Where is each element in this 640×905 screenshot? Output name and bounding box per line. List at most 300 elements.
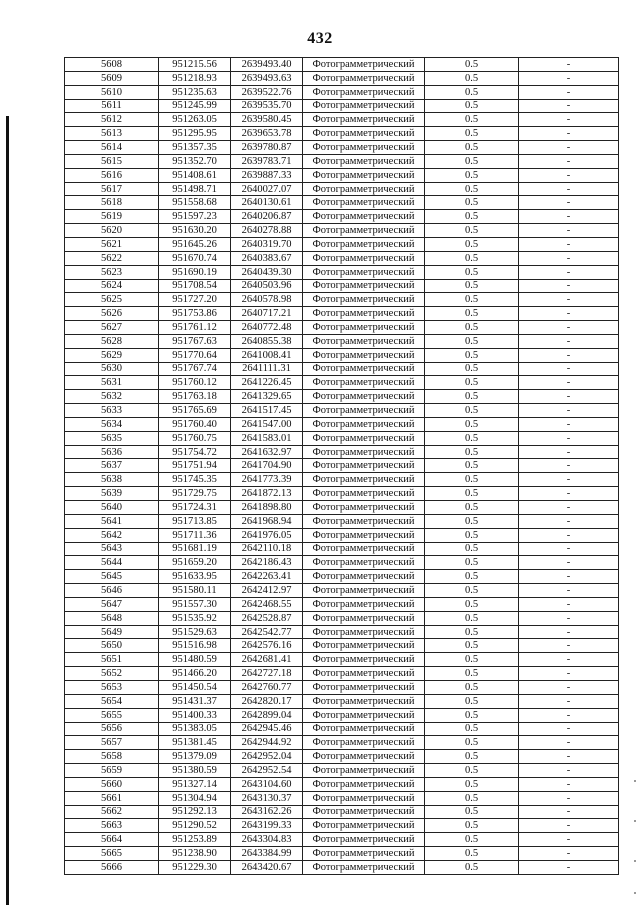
- point-number-cell: 5650: [65, 639, 159, 653]
- point-number-cell: 5623: [65, 265, 159, 279]
- accuracy-cell: 0.5: [425, 805, 519, 819]
- note-cell: -: [519, 210, 619, 224]
- table-row: [65, 376, 619, 390]
- point-number-cell: 5621: [65, 237, 159, 251]
- accuracy-cell: 0.5: [425, 307, 519, 321]
- x-coordinate-cell: 951218.93: [159, 71, 231, 85]
- accuracy-cell: 0.5: [425, 404, 519, 418]
- method-cell: Фотограмметрический: [303, 847, 425, 861]
- note-cell: -: [519, 777, 619, 791]
- note-cell: -: [519, 417, 619, 431]
- method-cell: Фотограмметрический: [303, 584, 425, 598]
- point-number-cell: 5632: [65, 390, 159, 404]
- point-number-cell: 5653: [65, 680, 159, 694]
- accuracy-cell: 0.5: [425, 390, 519, 404]
- point-number-cell: 5611: [65, 99, 159, 113]
- point-number-cell: 5645: [65, 570, 159, 584]
- point-number-cell: 5665: [65, 847, 159, 861]
- y-coordinate-cell: 2641111.31: [231, 362, 303, 376]
- note-cell: -: [519, 99, 619, 113]
- margin-line: [6, 116, 9, 905]
- note-cell: -: [519, 750, 619, 764]
- note-cell: -: [519, 694, 619, 708]
- y-coordinate-cell: 2639887.33: [231, 168, 303, 182]
- y-coordinate-cell: 2640578.98: [231, 293, 303, 307]
- point-number-cell: 5629: [65, 348, 159, 362]
- accuracy-cell: 0.5: [425, 487, 519, 501]
- table-row: [65, 196, 619, 210]
- method-cell: Фотограмметрический: [303, 307, 425, 321]
- accuracy-cell: 0.5: [425, 237, 519, 251]
- accuracy-cell: 0.5: [425, 860, 519, 874]
- note-cell: -: [519, 570, 619, 584]
- method-cell: Фотограмметрический: [303, 293, 425, 307]
- table-row: [65, 487, 619, 501]
- note-cell: -: [519, 653, 619, 667]
- table-row: [65, 708, 619, 722]
- x-coordinate-cell: 951466.20: [159, 667, 231, 681]
- note-cell: -: [519, 348, 619, 362]
- y-coordinate-cell: 2642944.92: [231, 736, 303, 750]
- accuracy-cell: 0.5: [425, 431, 519, 445]
- y-coordinate-cell: 2640206.87: [231, 210, 303, 224]
- point-number-cell: 5633: [65, 404, 159, 418]
- method-cell: Фотограмметрический: [303, 224, 425, 238]
- table-row: [65, 459, 619, 473]
- note-cell: -: [519, 321, 619, 335]
- note-cell: -: [519, 404, 619, 418]
- y-coordinate-cell: 2641704.90: [231, 459, 303, 473]
- method-cell: Фотограмметрический: [303, 376, 425, 390]
- point-number-cell: 5663: [65, 819, 159, 833]
- table-row: [65, 611, 619, 625]
- point-number-cell: 5654: [65, 694, 159, 708]
- accuracy-cell: 0.5: [425, 293, 519, 307]
- note-cell: -: [519, 445, 619, 459]
- accuracy-cell: 0.5: [425, 667, 519, 681]
- y-coordinate-cell: 2643420.67: [231, 860, 303, 874]
- accuracy-cell: 0.5: [425, 58, 519, 72]
- y-coordinate-cell: 2642263.41: [231, 570, 303, 584]
- method-cell: Фотограмметрический: [303, 639, 425, 653]
- point-number-cell: 5636: [65, 445, 159, 459]
- x-coordinate-cell: 951245.99: [159, 99, 231, 113]
- x-coordinate-cell: 951713.85: [159, 514, 231, 528]
- method-cell: Фотограмметрический: [303, 251, 425, 265]
- coordinates-table: [64, 57, 619, 875]
- y-coordinate-cell: 2642760.77: [231, 680, 303, 694]
- point-number-cell: 5648: [65, 611, 159, 625]
- method-cell: Фотограмметрический: [303, 404, 425, 418]
- y-coordinate-cell: 2641872.13: [231, 487, 303, 501]
- method-cell: Фотограмметрический: [303, 362, 425, 376]
- x-coordinate-cell: 951229.30: [159, 860, 231, 874]
- x-coordinate-cell: 951400.33: [159, 708, 231, 722]
- table-row: [65, 168, 619, 182]
- page-number: 432: [307, 30, 333, 47]
- y-coordinate-cell: 2640503.96: [231, 279, 303, 293]
- point-number-cell: 5646: [65, 584, 159, 598]
- x-coordinate-cell: 951754.72: [159, 445, 231, 459]
- accuracy-cell: 0.5: [425, 639, 519, 653]
- y-coordinate-cell: 2643199.33: [231, 819, 303, 833]
- x-coordinate-cell: 951557.30: [159, 597, 231, 611]
- y-coordinate-cell: 2642528.87: [231, 611, 303, 625]
- point-number-cell: 5634: [65, 417, 159, 431]
- method-cell: Фотограмметрический: [303, 722, 425, 736]
- x-coordinate-cell: 951290.52: [159, 819, 231, 833]
- accuracy-cell: 0.5: [425, 85, 519, 99]
- note-cell: -: [519, 542, 619, 556]
- y-coordinate-cell: 2641976.05: [231, 528, 303, 542]
- x-coordinate-cell: 951238.90: [159, 847, 231, 861]
- note-cell: -: [519, 390, 619, 404]
- table-row: [65, 182, 619, 196]
- method-cell: Фотограмметрический: [303, 860, 425, 874]
- table-row: [65, 293, 619, 307]
- accuracy-cell: 0.5: [425, 514, 519, 528]
- x-coordinate-cell: 951480.59: [159, 653, 231, 667]
- x-coordinate-cell: 951767.63: [159, 334, 231, 348]
- table-row: [65, 819, 619, 833]
- accuracy-cell: 0.5: [425, 680, 519, 694]
- note-cell: -: [519, 501, 619, 515]
- note-cell: -: [519, 334, 619, 348]
- point-number-cell: 5617: [65, 182, 159, 196]
- accuracy-cell: 0.5: [425, 362, 519, 376]
- y-coordinate-cell: 2642186.43: [231, 556, 303, 570]
- x-coordinate-cell: 951357.35: [159, 141, 231, 155]
- accuracy-cell: 0.5: [425, 736, 519, 750]
- point-number-cell: 5618: [65, 196, 159, 210]
- point-number-cell: 5613: [65, 127, 159, 141]
- table-row: [65, 279, 619, 293]
- method-cell: Фотограмметрический: [303, 390, 425, 404]
- table-row: [65, 265, 619, 279]
- accuracy-cell: 0.5: [425, 251, 519, 265]
- x-coordinate-cell: 951529.63: [159, 625, 231, 639]
- note-cell: -: [519, 251, 619, 265]
- coordinates-table-body: [65, 58, 619, 875]
- table-row: [65, 473, 619, 487]
- y-coordinate-cell: 2641226.45: [231, 376, 303, 390]
- note-cell: -: [519, 556, 619, 570]
- note-cell: -: [519, 708, 619, 722]
- point-number-cell: 5651: [65, 653, 159, 667]
- accuracy-cell: 0.5: [425, 154, 519, 168]
- y-coordinate-cell: 2640130.61: [231, 196, 303, 210]
- note-cell: -: [519, 113, 619, 127]
- accuracy-cell: 0.5: [425, 321, 519, 335]
- y-coordinate-cell: 2639780.87: [231, 141, 303, 155]
- table-row: [65, 85, 619, 99]
- method-cell: Фотограмметрический: [303, 708, 425, 722]
- y-coordinate-cell: 2641583.01: [231, 431, 303, 445]
- method-cell: Фотограмметрический: [303, 833, 425, 847]
- note-cell: -: [519, 860, 619, 874]
- table-row: [65, 847, 619, 861]
- x-coordinate-cell: 951729.75: [159, 487, 231, 501]
- point-number-cell: 5652: [65, 667, 159, 681]
- note-cell: -: [519, 376, 619, 390]
- note-cell: -: [519, 625, 619, 639]
- accuracy-cell: 0.5: [425, 542, 519, 556]
- table-row: [65, 154, 619, 168]
- x-coordinate-cell: 951450.54: [159, 680, 231, 694]
- y-coordinate-cell: 2643130.37: [231, 791, 303, 805]
- x-coordinate-cell: 951431.37: [159, 694, 231, 708]
- note-cell: -: [519, 307, 619, 321]
- method-cell: Фотограмметрический: [303, 570, 425, 584]
- point-number-cell: 5655: [65, 708, 159, 722]
- x-coordinate-cell: 951516.98: [159, 639, 231, 653]
- point-number-cell: 5627: [65, 321, 159, 335]
- note-cell: -: [519, 833, 619, 847]
- point-number-cell: 5619: [65, 210, 159, 224]
- method-cell: Фотограмметрический: [303, 736, 425, 750]
- table-row: [65, 556, 619, 570]
- point-number-cell: 5656: [65, 722, 159, 736]
- accuracy-cell: 0.5: [425, 224, 519, 238]
- note-cell: -: [519, 279, 619, 293]
- accuracy-cell: 0.5: [425, 625, 519, 639]
- y-coordinate-cell: 2643104.60: [231, 777, 303, 791]
- y-coordinate-cell: 2640319.70: [231, 237, 303, 251]
- y-coordinate-cell: 2642468.55: [231, 597, 303, 611]
- accuracy-cell: 0.5: [425, 265, 519, 279]
- note-cell: -: [519, 528, 619, 542]
- table-row: [65, 417, 619, 431]
- note-cell: -: [519, 168, 619, 182]
- y-coordinate-cell: 2642952.54: [231, 764, 303, 778]
- x-coordinate-cell: 951767.74: [159, 362, 231, 376]
- y-coordinate-cell: 2639493.63: [231, 71, 303, 85]
- x-coordinate-cell: 951295.95: [159, 127, 231, 141]
- x-coordinate-cell: 951763.18: [159, 390, 231, 404]
- note-cell: -: [519, 71, 619, 85]
- accuracy-cell: 0.5: [425, 501, 519, 515]
- note-cell: -: [519, 154, 619, 168]
- note-cell: -: [519, 487, 619, 501]
- method-cell: Фотограмметрический: [303, 805, 425, 819]
- note-cell: -: [519, 847, 619, 861]
- accuracy-cell: 0.5: [425, 584, 519, 598]
- y-coordinate-cell: 2642945.46: [231, 722, 303, 736]
- note-cell: -: [519, 680, 619, 694]
- table-row: [65, 625, 619, 639]
- x-coordinate-cell: 951761.12: [159, 321, 231, 335]
- accuracy-cell: 0.5: [425, 445, 519, 459]
- note-cell: -: [519, 611, 619, 625]
- point-number-cell: 5610: [65, 85, 159, 99]
- point-number-cell: 5658: [65, 750, 159, 764]
- y-coordinate-cell: 2640278.88: [231, 224, 303, 238]
- accuracy-cell: 0.5: [425, 722, 519, 736]
- accuracy-cell: 0.5: [425, 528, 519, 542]
- table-row: [65, 777, 619, 791]
- x-coordinate-cell: 951381.45: [159, 736, 231, 750]
- table-row: [65, 334, 619, 348]
- note-cell: -: [519, 639, 619, 653]
- x-coordinate-cell: 951580.11: [159, 584, 231, 598]
- y-coordinate-cell: 2639580.45: [231, 113, 303, 127]
- table-row: [65, 307, 619, 321]
- table-row: [65, 362, 619, 376]
- x-coordinate-cell: 951711.36: [159, 528, 231, 542]
- y-coordinate-cell: 2641329.65: [231, 390, 303, 404]
- note-cell: -: [519, 473, 619, 487]
- accuracy-cell: 0.5: [425, 570, 519, 584]
- y-coordinate-cell: 2640027.07: [231, 182, 303, 196]
- method-cell: Фотограмметрический: [303, 182, 425, 196]
- method-cell: Фотограмметрический: [303, 542, 425, 556]
- table-row: [65, 791, 619, 805]
- x-coordinate-cell: 951724.31: [159, 501, 231, 515]
- table-row: [65, 528, 619, 542]
- point-number-cell: 5615: [65, 154, 159, 168]
- note-cell: -: [519, 597, 619, 611]
- note-cell: -: [519, 237, 619, 251]
- accuracy-cell: 0.5: [425, 611, 519, 625]
- y-coordinate-cell: 2639783.71: [231, 154, 303, 168]
- table-row: [65, 805, 619, 819]
- note-cell: -: [519, 85, 619, 99]
- accuracy-cell: 0.5: [425, 182, 519, 196]
- note-cell: -: [519, 182, 619, 196]
- y-coordinate-cell: 2642681.41: [231, 653, 303, 667]
- table-row: [65, 141, 619, 155]
- note-cell: -: [519, 431, 619, 445]
- x-coordinate-cell: 951380.59: [159, 764, 231, 778]
- point-number-cell: 5616: [65, 168, 159, 182]
- y-coordinate-cell: 2640717.21: [231, 307, 303, 321]
- accuracy-cell: 0.5: [425, 127, 519, 141]
- table-row: [65, 514, 619, 528]
- x-coordinate-cell: 951633.95: [159, 570, 231, 584]
- method-cell: Фотограмметрический: [303, 514, 425, 528]
- table-row: [65, 210, 619, 224]
- note-cell: -: [519, 293, 619, 307]
- accuracy-cell: 0.5: [425, 556, 519, 570]
- note-cell: -: [519, 722, 619, 736]
- point-number-cell: 5649: [65, 625, 159, 639]
- y-coordinate-cell: 2641968.94: [231, 514, 303, 528]
- accuracy-cell: 0.5: [425, 459, 519, 473]
- table-row: [65, 113, 619, 127]
- x-coordinate-cell: 951681.19: [159, 542, 231, 556]
- x-coordinate-cell: 951670.74: [159, 251, 231, 265]
- accuracy-cell: 0.5: [425, 791, 519, 805]
- y-coordinate-cell: 2642110.18: [231, 542, 303, 556]
- point-number-cell: 5635: [65, 431, 159, 445]
- y-coordinate-cell: 2641898.80: [231, 501, 303, 515]
- method-cell: Фотограмметрический: [303, 819, 425, 833]
- method-cell: Фотограмметрический: [303, 99, 425, 113]
- table-row: [65, 736, 619, 750]
- x-coordinate-cell: 951765.69: [159, 404, 231, 418]
- note-cell: -: [519, 127, 619, 141]
- x-coordinate-cell: 951690.19: [159, 265, 231, 279]
- table-row: [65, 833, 619, 847]
- accuracy-cell: 0.5: [425, 473, 519, 487]
- x-coordinate-cell: 951498.71: [159, 182, 231, 196]
- accuracy-cell: 0.5: [425, 694, 519, 708]
- table-row: [65, 390, 619, 404]
- method-cell: Фотограмметрический: [303, 348, 425, 362]
- method-cell: Фотограмметрический: [303, 501, 425, 515]
- y-coordinate-cell: 2642952.04: [231, 750, 303, 764]
- note-cell: -: [519, 805, 619, 819]
- accuracy-cell: 0.5: [425, 777, 519, 791]
- point-number-cell: 5622: [65, 251, 159, 265]
- accuracy-cell: 0.5: [425, 819, 519, 833]
- y-coordinate-cell: 2639493.40: [231, 58, 303, 72]
- method-cell: Фотограмметрический: [303, 667, 425, 681]
- x-coordinate-cell: 951235.63: [159, 85, 231, 99]
- x-coordinate-cell: 951379.09: [159, 750, 231, 764]
- accuracy-cell: 0.5: [425, 376, 519, 390]
- point-number-cell: 5638: [65, 473, 159, 487]
- y-coordinate-cell: 2643304.83: [231, 833, 303, 847]
- x-coordinate-cell: 951745.35: [159, 473, 231, 487]
- y-coordinate-cell: 2643384.99: [231, 847, 303, 861]
- method-cell: Фотограмметрический: [303, 459, 425, 473]
- method-cell: Фотограмметрический: [303, 764, 425, 778]
- x-coordinate-cell: 951708.54: [159, 279, 231, 293]
- note-cell: -: [519, 584, 619, 598]
- y-coordinate-cell: 2639522.76: [231, 85, 303, 99]
- method-cell: Фотограмметрический: [303, 611, 425, 625]
- method-cell: Фотограмметрический: [303, 431, 425, 445]
- method-cell: Фотограмметрический: [303, 445, 425, 459]
- note-cell: -: [519, 791, 619, 805]
- accuracy-cell: 0.5: [425, 71, 519, 85]
- table-row: [65, 445, 619, 459]
- x-coordinate-cell: 951304.94: [159, 791, 231, 805]
- table-row: [65, 764, 619, 778]
- x-coordinate-cell: 951327.14: [159, 777, 231, 791]
- method-cell: Фотограмметрический: [303, 680, 425, 694]
- table-row: [65, 860, 619, 874]
- note-cell: -: [519, 265, 619, 279]
- y-coordinate-cell: 2641547.00: [231, 417, 303, 431]
- x-coordinate-cell: 951630.20: [159, 224, 231, 238]
- x-coordinate-cell: 951770.64: [159, 348, 231, 362]
- table-row: [65, 224, 619, 238]
- y-coordinate-cell: 2640439.30: [231, 265, 303, 279]
- point-number-cell: 5639: [65, 487, 159, 501]
- accuracy-cell: 0.5: [425, 750, 519, 764]
- y-coordinate-cell: 2643162.26: [231, 805, 303, 819]
- accuracy-cell: 0.5: [425, 196, 519, 210]
- point-number-cell: 5666: [65, 860, 159, 874]
- accuracy-cell: 0.5: [425, 417, 519, 431]
- method-cell: Фотограмметрический: [303, 85, 425, 99]
- y-coordinate-cell: 2641632.97: [231, 445, 303, 459]
- scan-specks: [634, 780, 638, 900]
- method-cell: Фотограмметрический: [303, 265, 425, 279]
- x-coordinate-cell: 951352.70: [159, 154, 231, 168]
- x-coordinate-cell: 951535.92: [159, 611, 231, 625]
- y-coordinate-cell: 2639535.70: [231, 99, 303, 113]
- method-cell: Фотограмметрический: [303, 694, 425, 708]
- point-number-cell: 5641: [65, 514, 159, 528]
- y-coordinate-cell: 2640772.48: [231, 321, 303, 335]
- point-number-cell: 5612: [65, 113, 159, 127]
- x-coordinate-cell: 951659.20: [159, 556, 231, 570]
- x-coordinate-cell: 951408.61: [159, 168, 231, 182]
- method-cell: Фотограмметрический: [303, 750, 425, 764]
